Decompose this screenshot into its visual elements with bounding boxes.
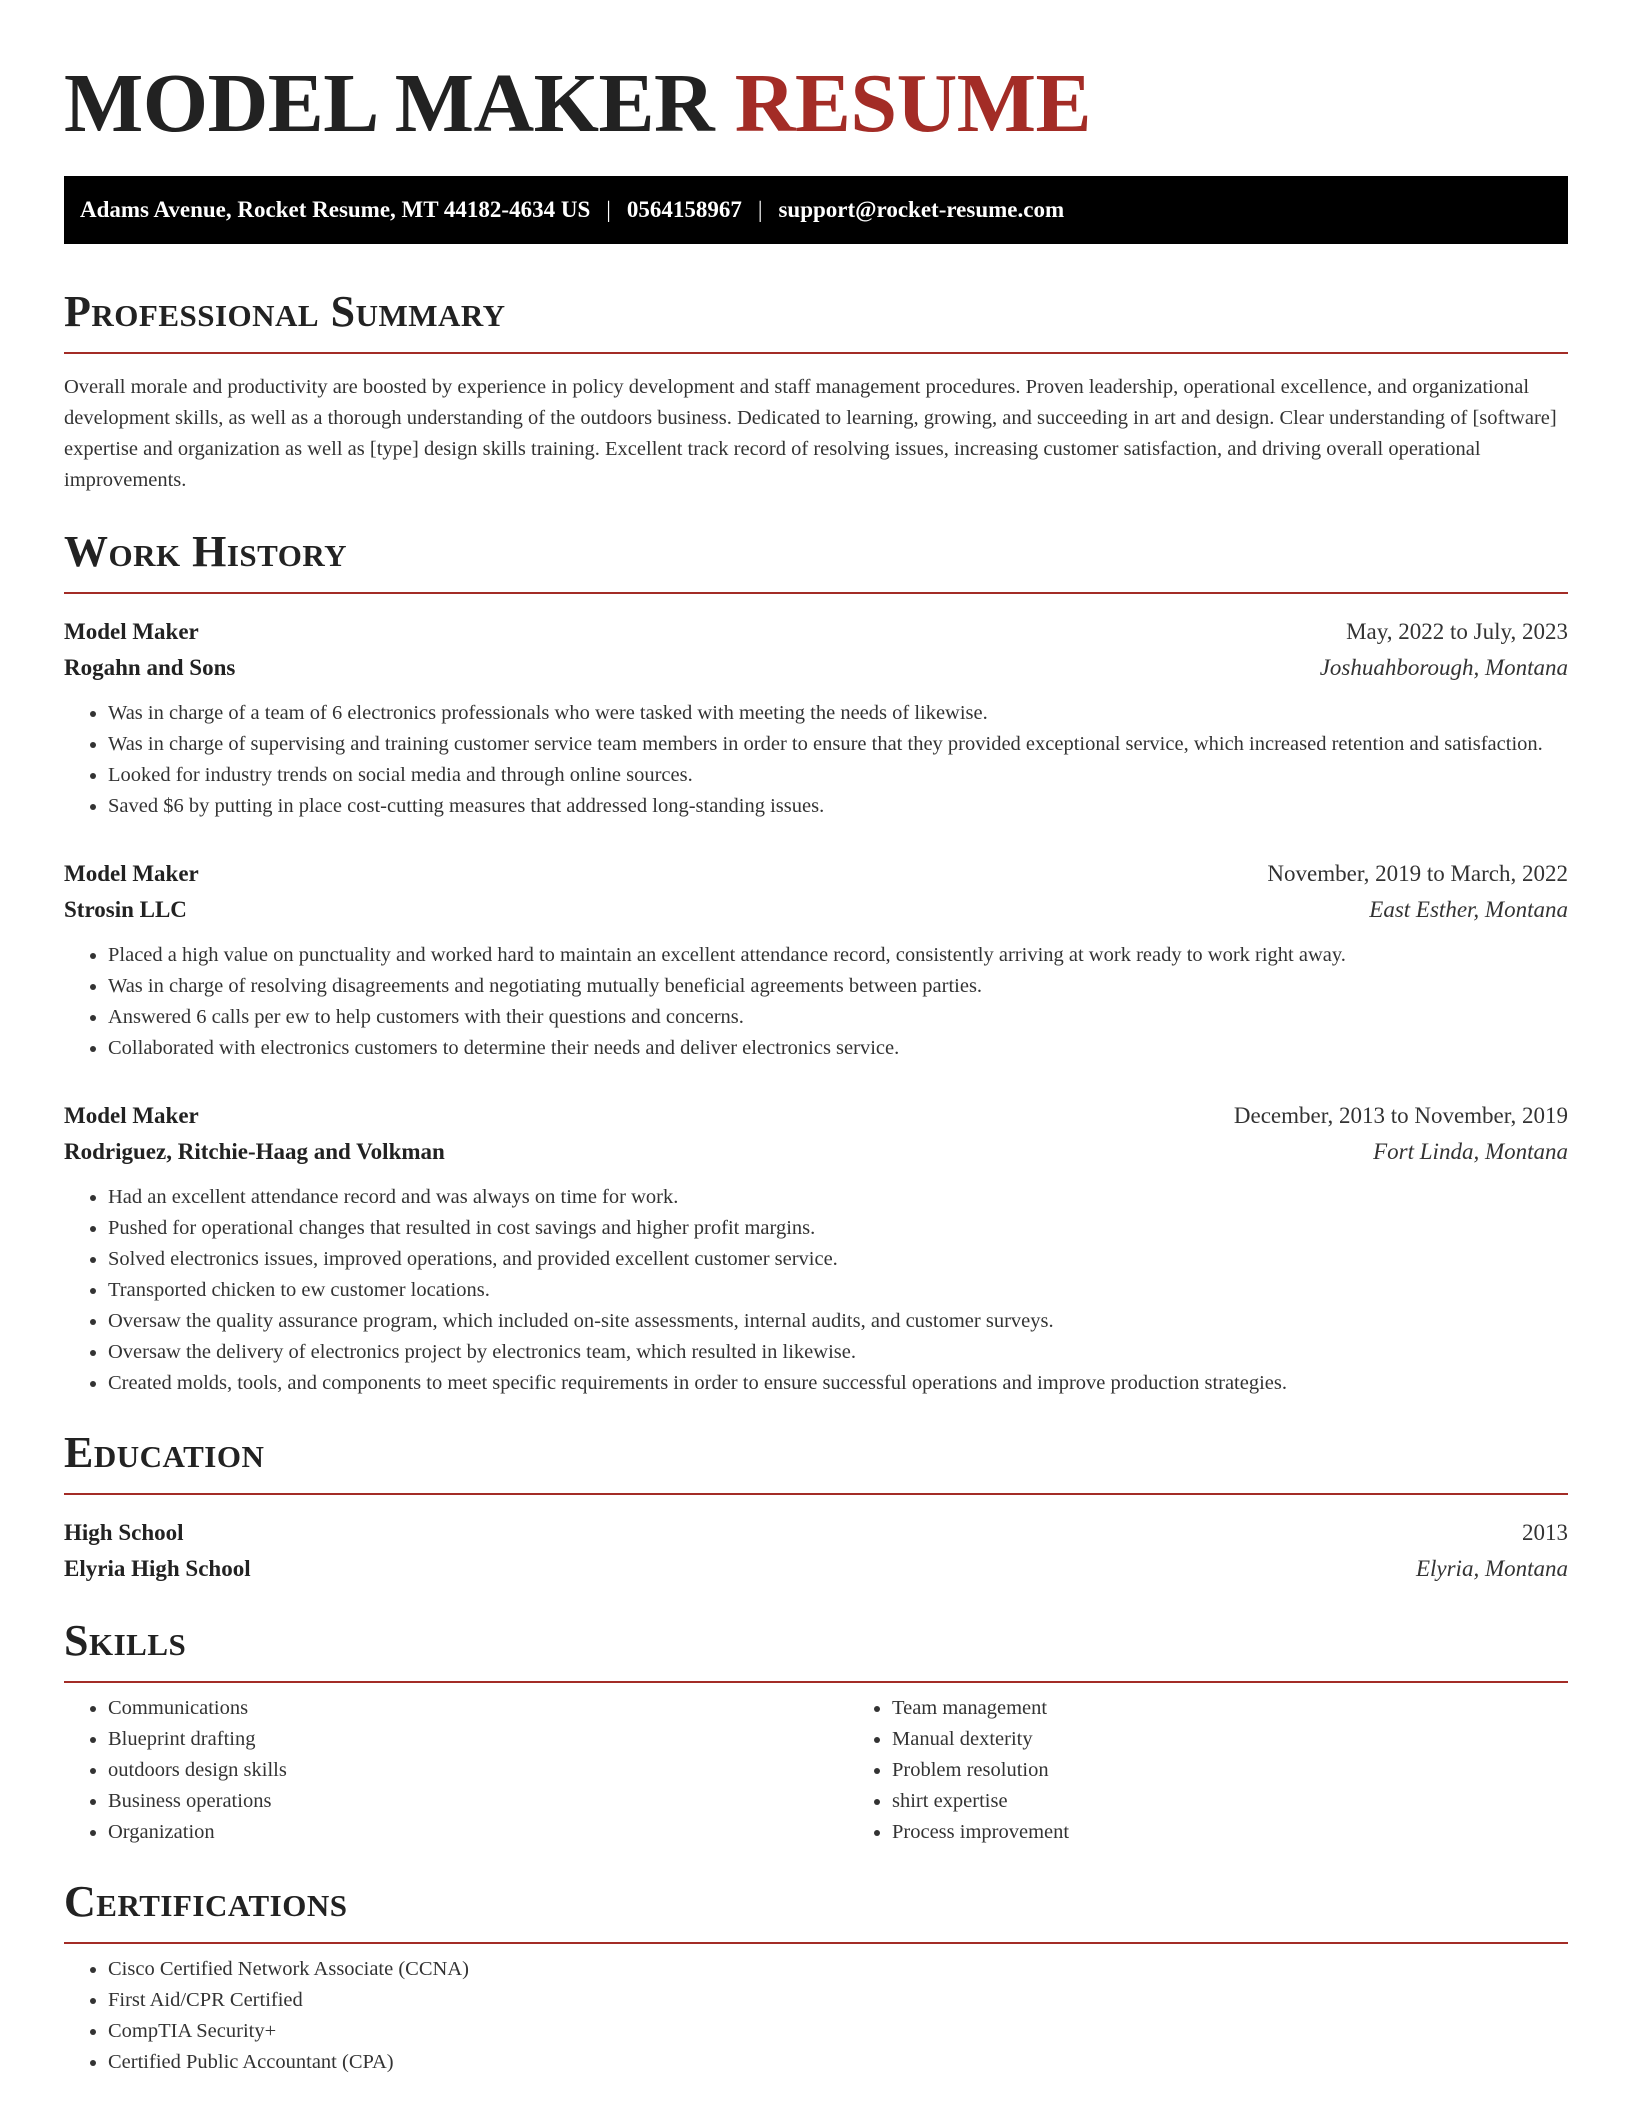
title-accent: RESUME bbox=[734, 57, 1092, 150]
list-item: • Oversaw the quality assurance program, which included on-site assessments, internal audits, and customer surveys. bbox=[108, 1306, 1568, 1337]
skill-item: • Team management bbox=[892, 1693, 1568, 1724]
list-item: • Solved electronics issues, improved operations, and provided excellent customer service. bbox=[108, 1244, 1568, 1275]
job-company: Strosin LLC bbox=[64, 897, 187, 922]
job-company: Rogahn and Sons bbox=[64, 655, 236, 680]
list-item: • Created molds, tools, and components to meet specific requirements in order to ensure successful operations and improve production strategies. bbox=[108, 1368, 1568, 1399]
skill-item: • Blueprint drafting bbox=[108, 1724, 848, 1755]
section-divider bbox=[64, 1681, 1568, 1683]
skill-item: • shirt expertise bbox=[892, 1786, 1568, 1817]
contact-separator: | bbox=[757, 197, 763, 222]
job-entry bbox=[64, 614, 1568, 822]
job-location: Joshuahborough, Montana bbox=[1319, 655, 1568, 680]
summary-section bbox=[64, 286, 1568, 496]
list-item: • Was in charge of supervising and training customer service team members in order to ensure that they provided exceptional service, which increased retention and satisfaction. bbox=[108, 729, 1568, 760]
education-location: Elyria, Montana bbox=[1415, 1556, 1568, 1581]
list-item: • Answered 6 calls per ew to help customers with their questions and concerns. bbox=[108, 1002, 1568, 1033]
job-bullets bbox=[64, 1182, 1568, 1399]
job-company: Rodriguez, Ritchie-Haag and Volkman bbox=[64, 1139, 445, 1164]
job-entry bbox=[64, 1098, 1568, 1399]
skill-item: • Process improvement bbox=[892, 1817, 1568, 1848]
title-main: MODEL MAKER bbox=[64, 57, 715, 150]
job-location: Fort Linda, Montana bbox=[1373, 1139, 1568, 1164]
skill-item: • Business operations bbox=[108, 1786, 848, 1817]
skill-item: • Manual dexterity bbox=[892, 1724, 1568, 1755]
section-heading-skills: Skills bbox=[64, 1616, 187, 1665]
list-item: • Pushed for operational changes that resulted in cost savings and higher profit margins. bbox=[108, 1213, 1568, 1244]
skills-section bbox=[64, 1615, 1568, 1848]
education-entry bbox=[64, 1515, 1568, 1587]
list-item: • Was in charge of resolving disagreements and negotiating mutually beneficial agreements between parties. bbox=[108, 971, 1568, 1002]
section-divider bbox=[64, 352, 1568, 354]
skill-item: • Organization bbox=[108, 1817, 848, 1848]
job-bullets bbox=[64, 940, 1568, 1064]
skill-item: • Problem resolution bbox=[892, 1755, 1568, 1786]
job-dates: November, 2019 to March, 2022 bbox=[1267, 861, 1568, 886]
list-item: • Placed a high value on punctuality and worked hard to maintain an excellent attendance record, consistently arriving at work ready to work right away. bbox=[108, 940, 1568, 971]
section-heading-summary: Professional Summary bbox=[64, 287, 506, 336]
section-heading-certifications: Certifications bbox=[64, 1877, 348, 1926]
certification-item: • CompTIA Security+ bbox=[108, 2016, 1568, 2047]
section-heading-education: Education bbox=[64, 1428, 265, 1477]
summary-text: Overall morale and productivity are boosted by experience in policy development and staff management procedures. Proven leadership, operational excellence, and organizational development skills, as well as a thorough understanding of the outdoors business. Dedicated to learning, growing, and succeeding in art and design. Clear understanding of [software] expertise and organization as well as [type] design skills training. Excellent track record of resolving issues, increasing customer satisfaction, and driving overall operational improvements. bbox=[64, 376, 1557, 491]
section-heading-work-history: Work History bbox=[64, 527, 348, 576]
education-section bbox=[64, 1427, 1568, 1587]
list-item: • Had an excellent attendance record and was always on time for work. bbox=[108, 1182, 1568, 1213]
list-item: • Looked for industry trends on social media and through online sources. bbox=[108, 760, 1568, 791]
certifications-list bbox=[64, 1954, 1568, 2078]
list-item: • Collaborated with electronics customers to determine their needs and deliver electronics service. bbox=[108, 1033, 1568, 1064]
job-bullets bbox=[64, 698, 1568, 822]
contact-phone: 0564158967 bbox=[626, 197, 742, 222]
education-degree: High School bbox=[64, 1520, 184, 1545]
certification-item: • First Aid/CPR Certified bbox=[108, 1985, 1568, 2016]
skills-columns bbox=[64, 1693, 1568, 1848]
work-history-section bbox=[64, 526, 1568, 1399]
skills-list-right bbox=[848, 1693, 1568, 1848]
certifications-section bbox=[64, 1876, 1568, 2078]
contact-bar bbox=[64, 176, 1568, 244]
section-divider bbox=[64, 1493, 1568, 1495]
list-item: • Was in charge of a team of 6 electronics professionals who were tasked with meeting the needs of likewise. bbox=[108, 698, 1568, 729]
job-title: Model Maker bbox=[64, 619, 199, 644]
job-dates: December, 2013 to November, 2019 bbox=[1233, 1103, 1568, 1128]
skills-list-left bbox=[64, 1693, 848, 1848]
list-item: • Transported chicken to ew customer locations. bbox=[108, 1275, 1568, 1306]
contact-address: Adams Avenue, Rocket Resume, MT 44182-4634 US bbox=[80, 197, 591, 222]
skill-item: • Communications bbox=[108, 1693, 848, 1724]
education-year: 2013 bbox=[1522, 1520, 1568, 1545]
list-item: • Saved $6 by putting in place cost-cutting measures that addressed long-standing issues. bbox=[108, 791, 1568, 822]
section-divider bbox=[64, 592, 1568, 594]
certification-item: • Cisco Certified Network Associate (CCNA) bbox=[108, 1954, 1568, 1985]
contact-separator: | bbox=[606, 197, 611, 222]
job-location: East Esther, Montana bbox=[1369, 897, 1568, 922]
job-title: Model Maker bbox=[64, 861, 199, 886]
contact-email[interactable]: support@rocket-resume.com bbox=[778, 197, 1065, 222]
job-entry bbox=[64, 856, 1568, 1064]
certification-item: • Certified Public Accountant (CPA) bbox=[108, 2047, 1568, 2078]
skill-item: • outdoors design skills bbox=[108, 1755, 848, 1786]
section-divider bbox=[64, 1942, 1568, 1944]
resume-title bbox=[64, 0, 1568, 150]
job-title: Model Maker bbox=[64, 1103, 199, 1128]
job-dates: May, 2022 to July, 2023 bbox=[1346, 619, 1568, 644]
list-item: • Oversaw the delivery of electronics project by electronics team, which resulted in likewise. bbox=[108, 1337, 1568, 1368]
education-school: Elyria High School bbox=[64, 1556, 251, 1581]
